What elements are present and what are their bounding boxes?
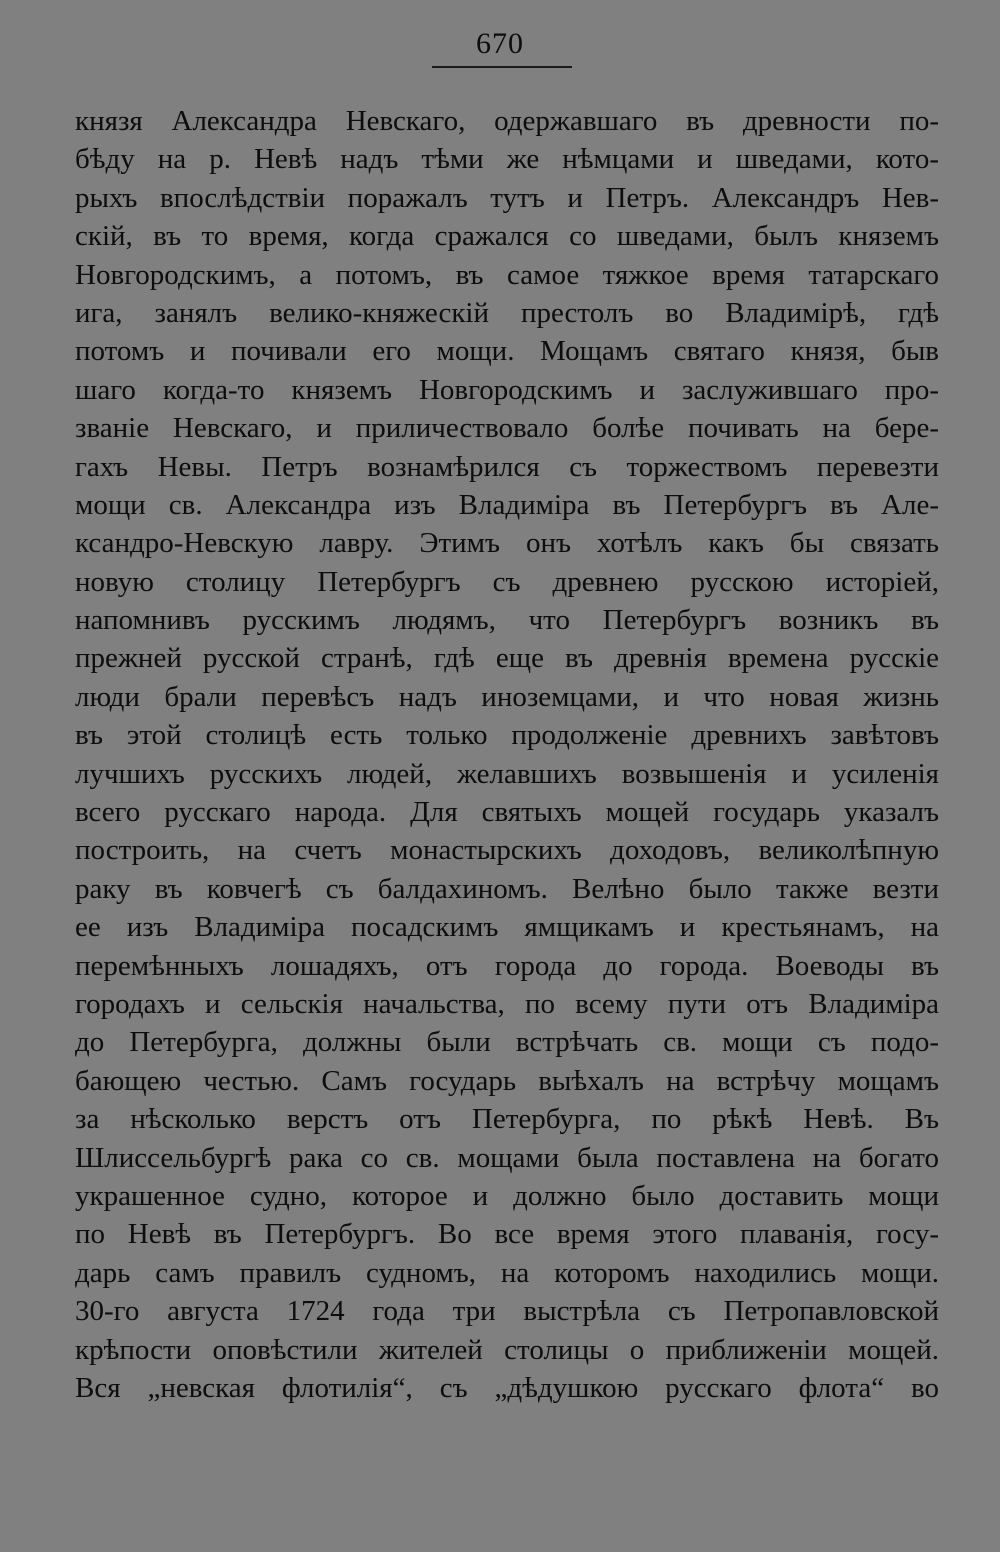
- text-line: украшенное судно, которое и должно было доставить мощи: [75, 1179, 939, 1212]
- text-line: всего русскаго народа. Для святыхъ мощей государь указалъ: [75, 796, 939, 829]
- text-line: раку въ ковчегѣ съ балдахиномъ. Велѣно было также везти: [75, 872, 939, 905]
- header-rule: [432, 66, 572, 68]
- text-line: бающею честью. Самъ государь выѣхалъ на встрѣчу мощамъ: [75, 1064, 939, 1097]
- text-line: скій, въ то время, когда сражался со шведами, былъ княземъ: [75, 220, 939, 253]
- text-line: по Невѣ въ Петербургъ. Во все время этого плаванія, госу-: [75, 1218, 939, 1251]
- text-line: гахъ Невы. Петръ вознамѣрился съ торжествомъ перевезти: [75, 450, 939, 483]
- text-line: въ этой столицѣ есть только продолженіе древнихъ завѣтовъ: [75, 719, 939, 752]
- page-header: [0, 26, 1000, 62]
- text-line: Вся „невская флотилія“, съ „дѣдушкою русскаго флота“ во: [75, 1371, 939, 1404]
- text-line: шаго когда-то княземъ Новгородскимъ и заслужившаго про-: [75, 373, 939, 406]
- text-line: Новгородскимъ, а потомъ, въ самое тяжкое время татарскаго: [75, 258, 939, 291]
- text-line: 30-го августа 1724 года три выстрѣла съ Петропавловской: [75, 1295, 939, 1328]
- text-line: до Петербурга, должны были встрѣчать св. мощи съ подо-: [75, 1026, 939, 1059]
- text-line: новую столицу Петербургъ съ древнею русскою исторіей,: [75, 565, 939, 598]
- text-line: званіе Невскаго, и приличествовало болѣе почивать на бере-: [75, 412, 939, 445]
- text-line: напомнивъ русскимъ людямъ, что Петербургъ возникъ въ: [75, 604, 939, 637]
- text-line: построить, на счетъ монастырскихъ доходовъ, великолѣпную: [75, 834, 939, 867]
- text-line: потомъ и почивали его мощи. Мощамъ святаго князя, быв: [75, 335, 939, 368]
- text-line: ксандро-Невскую лавру. Этимъ онъ хотѣлъ какъ бы связать: [75, 527, 939, 560]
- text-line: ее изъ Владиміра посадскимъ ямщикамъ и крестьянамъ, на: [75, 911, 939, 944]
- text-line: люди брали перевѣсъ надъ иноземцами, и что новая жизнь: [75, 680, 939, 713]
- body-text: [75, 102, 939, 1407]
- text-line: городахъ и сельскія начальства, по всему пути отъ Владиміра: [75, 987, 939, 1020]
- text-line: ига, занялъ велико-княжескій престолъ во Владимірѣ, гдѣ: [75, 296, 939, 329]
- text-line: дарь самъ правилъ судномъ, на которомъ находились мощи.: [75, 1256, 939, 1289]
- text-line: Шлиссельбургѣ рака со св. мощами была поставлена на богато: [75, 1141, 939, 1174]
- text-line: бѣду на р. Невѣ надъ тѣми же нѣмцами и шведами, кото-: [75, 143, 939, 176]
- text-line: перемѣнныхъ лошадяхъ, отъ города до города. Воеводы въ: [75, 949, 939, 982]
- text-line: лучшихъ русскихъ людей, желавшихъ возвышенія и усиленія: [75, 757, 939, 790]
- text-line: прежней русской странѣ, гдѣ еще въ древнія времена русскіе: [75, 642, 939, 675]
- text-line: крѣпости оповѣстили жителей столицы о приближеніи мощей.: [75, 1333, 939, 1366]
- text-line: князя Александра Невскаго, одержавшаго въ древности по-: [75, 105, 939, 137]
- text-line: рыхъ впослѣдствіи поражалъ тутъ и Петръ. Александръ Нев-: [75, 181, 939, 214]
- page-number: 670: [476, 27, 524, 60]
- text-line: мощи св. Александра изъ Владиміра въ Петербургъ въ Але-: [75, 488, 939, 521]
- text-line: за нѣсколько верстъ отъ Петербурга, по рѣкѣ Невѣ. Въ: [75, 1103, 939, 1136]
